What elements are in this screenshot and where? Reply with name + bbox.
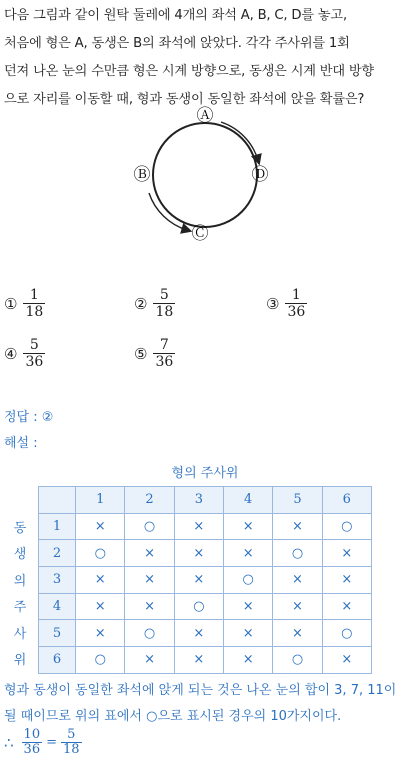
table-cell: ○ <box>322 513 371 540</box>
fraction <box>285 287 307 320</box>
table-cell: × <box>273 593 322 620</box>
seat-a: Ⓐ <box>196 106 214 126</box>
fraction <box>61 728 82 757</box>
table-cell: × <box>76 593 125 620</box>
col-header: 4 <box>224 487 273 514</box>
table-cell: × <box>174 620 223 647</box>
denominator: 36 <box>155 354 174 370</box>
row-header: 4 <box>39 593 76 620</box>
summary-line: 형과 동생이 동일한 좌석에 앉게 되는 것은 나온 눈의 합이 3, 7, 11이 <box>4 683 397 698</box>
choice-number: ⑤ <box>134 344 148 363</box>
numerator: 5 <box>29 337 39 353</box>
col-header: 3 <box>174 487 223 514</box>
table-cell: × <box>224 647 273 674</box>
row-header: 6 <box>39 647 76 674</box>
table-cell: ○ <box>174 593 223 620</box>
question-line: 다음 그림과 같이 원탁 둘레에 4개의 좌석 A, B, C, D를 놓고, <box>4 8 347 23</box>
denominator: 36 <box>23 742 41 757</box>
equals-sign: = <box>46 735 57 750</box>
row-header: 3 <box>39 567 76 594</box>
table-cell: × <box>174 647 223 674</box>
table-cell: × <box>224 620 273 647</box>
table-row <box>39 647 372 674</box>
numerator: 5 <box>159 287 169 303</box>
numerator: 10 <box>23 727 41 742</box>
choice-1[interactable] <box>4 287 45 320</box>
choice-number: ① <box>4 294 18 313</box>
side-char: 생 <box>13 547 27 563</box>
explanation-summary <box>4 678 400 730</box>
table-row <box>39 620 372 647</box>
choice-number: ③ <box>266 294 280 313</box>
table-cell: ○ <box>125 620 174 647</box>
denominator: 36 <box>287 304 306 320</box>
side-char: 위 <box>13 652 27 668</box>
round-table-diagram <box>125 100 285 250</box>
table-cell: × <box>273 620 322 647</box>
table-cell: ○ <box>273 647 322 674</box>
col-header: 2 <box>125 487 174 514</box>
fraction <box>23 287 45 320</box>
denominator: 18 <box>25 304 44 320</box>
fraction <box>153 337 175 370</box>
table-cell: × <box>174 513 223 540</box>
seat-d: Ⓓ <box>251 165 269 185</box>
table-cell: × <box>322 593 371 620</box>
table-corner <box>39 487 76 514</box>
col-header: 1 <box>76 487 125 514</box>
table-cell: × <box>322 540 371 567</box>
table-cell: ○ <box>322 620 371 647</box>
final-equation <box>4 728 82 757</box>
denominator: 18 <box>63 742 80 757</box>
side-char: 주 <box>13 600 27 616</box>
side-char: 사 <box>13 626 27 642</box>
table-cell: × <box>322 647 371 674</box>
table-cell: ○ <box>76 540 125 567</box>
table-row <box>39 513 372 540</box>
choice-5[interactable] <box>134 337 175 370</box>
seat-b: Ⓑ <box>133 165 151 185</box>
round-table-svg <box>125 100 285 250</box>
row-header: 1 <box>39 513 76 540</box>
table-cell: × <box>125 593 174 620</box>
fraction <box>23 337 45 370</box>
question-line: 처음에 형은 A, 동생은 B의 좌석에 앉았다. 각각 주사위를 1회 <box>4 36 350 51</box>
table-cell: ○ <box>125 513 174 540</box>
explanation-label: 해설 : <box>4 436 38 451</box>
table-row <box>39 593 372 620</box>
col-header: 5 <box>273 487 322 514</box>
table-cell: × <box>224 593 273 620</box>
side-char: 동 <box>13 521 27 536</box>
numerator: 5 <box>67 727 76 742</box>
table-cell: ○ <box>224 567 273 594</box>
denominator: 36 <box>25 354 44 370</box>
table-cell: × <box>76 513 125 540</box>
table-cell: × <box>322 567 371 594</box>
table-circle <box>153 123 257 227</box>
col-header: 6 <box>322 487 371 514</box>
table-cell: × <box>76 567 125 594</box>
choice-number: ② <box>134 294 148 313</box>
table-cell: × <box>174 567 223 594</box>
question-text <box>4 2 398 114</box>
seat-c: Ⓒ <box>191 224 209 244</box>
choice-number: ④ <box>4 344 18 363</box>
table-cell: ○ <box>76 647 125 674</box>
row-header: 5 <box>39 620 76 647</box>
side-char: 의 <box>13 573 27 589</box>
table-header-row <box>39 487 372 514</box>
table-cell: × <box>224 513 273 540</box>
table-cell: × <box>273 513 322 540</box>
table-row <box>39 567 372 594</box>
table-cell: × <box>174 540 223 567</box>
question-line: 으로 자리를 이동할 때, 형과 동생이 동일한 좌석에 앉을 확률은? <box>4 92 365 107</box>
dice-table <box>38 486 372 674</box>
choice-4[interactable] <box>4 337 45 370</box>
table-side-label <box>10 517 30 675</box>
table-cell: × <box>224 540 273 567</box>
table-cell: × <box>125 567 174 594</box>
therefore-symbol: ∴ <box>4 733 14 752</box>
answer-choices <box>0 285 400 385</box>
table-cell: × <box>125 647 174 674</box>
summary-line: 될 때이므로 위의 표에서 ○으로 표시된 경우의 10가지이다. <box>4 709 342 724</box>
question-line: 던져 나온 눈의 수만큼 형은 시계 방향으로, 동생은 시계 반대 방향 <box>4 64 374 79</box>
fraction <box>22 728 43 757</box>
numerator: 1 <box>29 287 39 303</box>
numerator: 7 <box>159 337 169 353</box>
table-cell: × <box>125 540 174 567</box>
denominator: 18 <box>155 304 174 320</box>
row-header: 2 <box>39 540 76 567</box>
table-caption: 형의 주사위 <box>171 466 239 481</box>
choice-3[interactable] <box>266 287 307 320</box>
fraction <box>153 287 175 320</box>
table-cell: ○ <box>273 540 322 567</box>
choice-2[interactable] <box>134 287 175 320</box>
table-cell: × <box>273 567 322 594</box>
table-row <box>39 540 372 567</box>
answer-label: 정답 : ② <box>4 410 54 425</box>
table-cell: × <box>76 620 125 647</box>
numerator: 1 <box>291 287 301 303</box>
